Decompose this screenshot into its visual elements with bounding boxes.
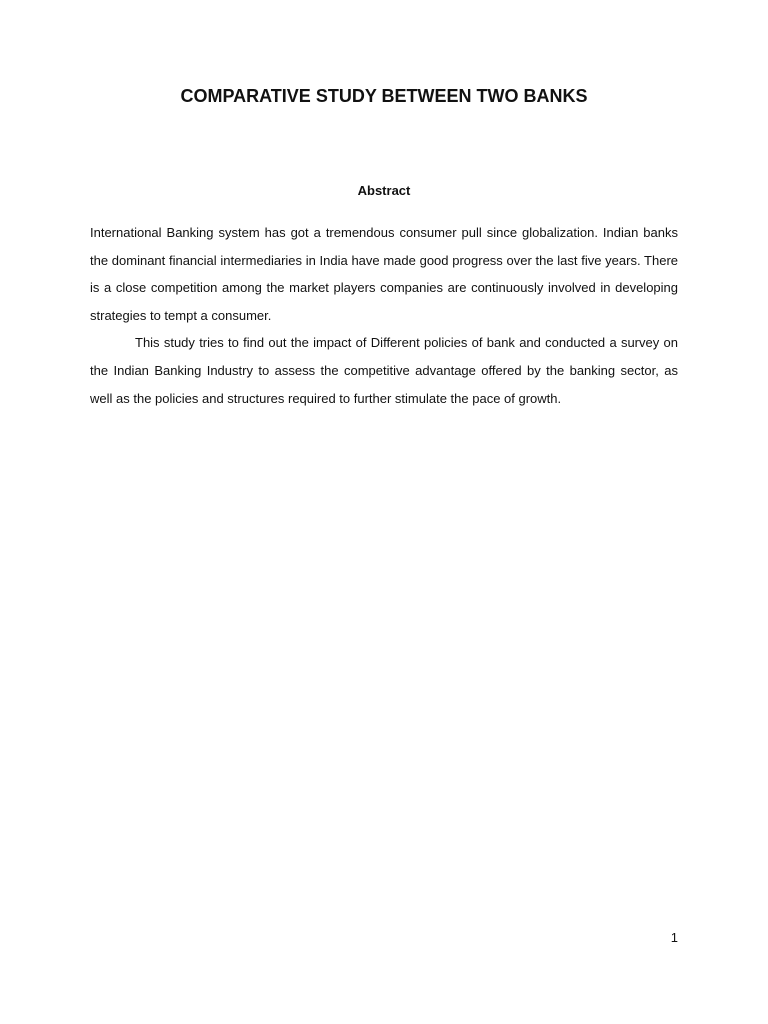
- document-title: COMPARATIVE STUDY BETWEEN TWO BANKS: [180, 86, 588, 106]
- abstract-heading: Abstract: [357, 183, 411, 198]
- abstract-paragraph-1: International Banking system has got a tremendous consumer pull since globalization. Indian banks the dominant financial intermediaries in India have made good progress over the last five years. There is a close competition among the market players companies are continuously involved in developing strategies to tempt a consumer.: [90, 225, 678, 323]
- abstract-paragraph-2: This study tries to find out the impact of Different policies of bank and conducted a survey on the Indian Banking Industry to assess the competitive advantage offered by the banking sector, as well as the policies and structures required to further stimulate the pace of growth.: [90, 335, 678, 406]
- abstract-body: [90, 219, 678, 412]
- page-number: 1: [670, 930, 678, 945]
